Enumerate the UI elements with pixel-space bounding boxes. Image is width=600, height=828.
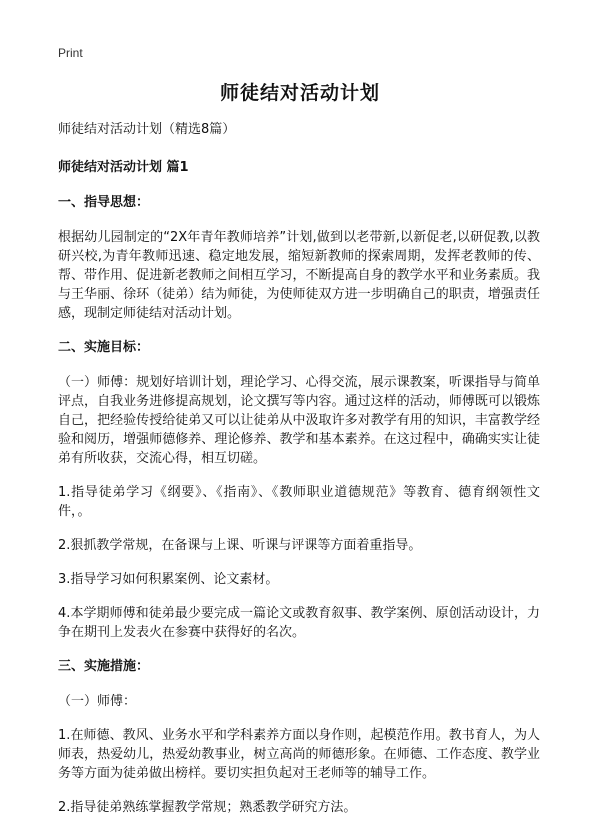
goal-item: 3.指导学习如何积累案例、论文素材。 xyxy=(58,572,279,587)
goal-item: 4.本学期师傅和徒弟最少要完成一篇论文或教育叙事、教学案例、原创活动设计，力争在期刊上发表火在参赛中获得好的名次。 xyxy=(58,606,540,640)
section-heading-measures: 三、实施措施： xyxy=(58,659,150,674)
paragraph-guiding-ideology: 根据幼儿园制定的“2X年青年教师培养”计划,做到以老带新,以新促老,以研促教,以教研兴校,为青年教师迅速、稳定地发展，缩短新教师的探索周期，发挥老教师的传、帮、带作用、促进新老教师之间相互学习，不断提高自身的教学水平和业务素质。我与王华丽、徐环（徒弟）结为师徒，为使师徒双方进一步明确自己的职责，增强责任感，现制定师徒结对活动计划。 xyxy=(58,230,540,321)
paragraph-mentor-goals: （一）师傅：规划好培训计划，理论学习、心得交流，展示课教案，听课指导与简单评点，自我业务进修提高规划，论文撰写等内容。通过这样的活动，师傅既可以锻炼自己，把经验传授给徒弟又可以让徒弟从中汲取许多对教学有用的知识，丰富教学经验和阅历，增强师德修养、理论修养、教学和基本素养。在这过程中，确确实实让徒弟有所收获，交流心得，相互切磋。 xyxy=(58,375,540,466)
section-heading-guiding-ideology: 一、指导思想： xyxy=(58,195,150,210)
print-link[interactable]: Print xyxy=(58,46,83,60)
goal-item: 1.指导徒弟学习《纲要》、《指南》、《教师职业道德规范》等教育、德育纲领性文件，。 xyxy=(58,485,540,519)
article-title: 师徒结对活动计划 篇1 xyxy=(58,160,189,175)
page-title: 师徒结对活动计划 xyxy=(219,82,380,104)
measure-item: 2.指导徒弟熟练掌握教学常规；熟悉教学研究方法。 xyxy=(58,800,357,815)
measures-subheading-mentor: （一）师傅： xyxy=(58,694,137,709)
section-heading-goals: 二、实施目标： xyxy=(58,340,150,355)
measure-item: 1.在师德、教风、业务水平和学科素养方面以身作则，起模范作用。教书育人，为人师表，热爱幼儿，热爱幼教事业，树立高尚的师德形象。在师德、工作态度、教学业务等方面为徒弟做出榜样。要切实担负起对王老师等的辅导工作。 xyxy=(58,728,540,781)
document-subtitle: 师徒结对活动计划（精选8篇） xyxy=(58,122,236,137)
document-body xyxy=(58,120,540,817)
goal-item: 2.狠抓教学常规，在备课与上课、听课与评课等方面着重指导。 xyxy=(58,538,422,553)
